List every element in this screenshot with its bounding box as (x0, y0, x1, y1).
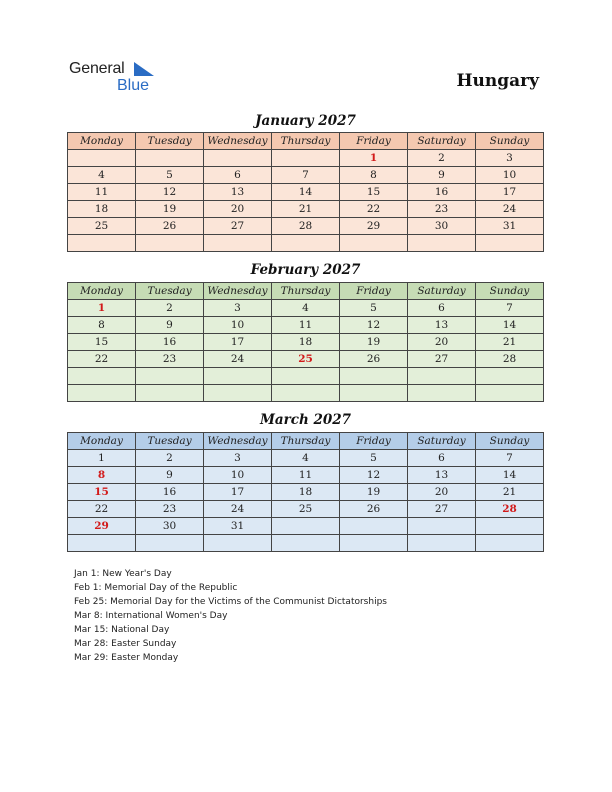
day-cell (272, 518, 340, 535)
day-cell: 15 (340, 184, 408, 201)
day-cell: 4 (68, 167, 136, 184)
weekday-header: Thursday (272, 433, 340, 450)
holiday-notes (74, 567, 387, 665)
day-cell: 21 (476, 334, 544, 351)
day-cell: 20 (408, 334, 476, 351)
day-cell (476, 235, 544, 252)
day-cell: 12 (340, 467, 408, 484)
day-cell: 26 (136, 218, 204, 235)
day-cell: 10 (204, 467, 272, 484)
week-row (68, 450, 544, 467)
day-cell: 14 (272, 184, 340, 201)
calendar-february (67, 282, 544, 402)
day-cell: 1 (68, 450, 136, 467)
holiday-note: Mar 29: Easter Monday (74, 653, 179, 663)
weekday-header-row (68, 283, 544, 300)
day-cell (340, 518, 408, 535)
week-row (68, 484, 544, 501)
day-cell: 29 (68, 518, 136, 535)
day-cell (272, 535, 340, 552)
day-cell (408, 368, 476, 385)
day-cell (68, 368, 136, 385)
day-cell: 31 (476, 218, 544, 235)
day-cell: 10 (476, 167, 544, 184)
day-cell: 20 (204, 201, 272, 218)
day-cell: 20 (408, 484, 476, 501)
day-cell (136, 535, 204, 552)
day-cell: 8 (340, 167, 408, 184)
month-title-january: January 2027 (255, 113, 356, 129)
day-cell: 30 (408, 218, 476, 235)
day-cell: 24 (476, 201, 544, 218)
weekday-header: Monday (68, 283, 136, 300)
day-cell: 6 (204, 167, 272, 184)
day-cell: 10 (204, 317, 272, 334)
day-cell (204, 150, 272, 167)
day-cell: 11 (272, 317, 340, 334)
day-cell (476, 368, 544, 385)
day-cell: 4 (272, 450, 340, 467)
weekday-header: Saturday (408, 133, 476, 150)
day-cell: 25 (272, 501, 340, 518)
day-cell: 4 (272, 300, 340, 317)
week-row (68, 334, 544, 351)
weekday-header: Tuesday (136, 433, 204, 450)
weekday-header-row (68, 433, 544, 450)
calendar-march (67, 432, 544, 552)
week-row (68, 351, 544, 368)
day-cell (204, 385, 272, 402)
day-cell: 31 (204, 518, 272, 535)
week-row (68, 167, 544, 184)
day-cell: 18 (68, 201, 136, 218)
week-row (68, 385, 544, 402)
day-cell: 17 (204, 334, 272, 351)
weekday-header: Wednesday (204, 133, 272, 150)
day-cell (476, 535, 544, 552)
day-cell: 6 (408, 450, 476, 467)
holiday-note: Mar 8: International Women's Day (74, 611, 228, 621)
day-cell: 14 (476, 467, 544, 484)
day-cell: 28 (272, 218, 340, 235)
day-cell: 3 (204, 300, 272, 317)
day-cell: 23 (136, 351, 204, 368)
day-cell (204, 535, 272, 552)
week-row (68, 467, 544, 484)
holiday-note: Feb 25: Memorial Day for the Victims of the Communist Dictatorships (74, 597, 387, 607)
logo-text-general: General (69, 60, 125, 77)
weekday-header: Wednesday (204, 283, 272, 300)
day-cell: 15 (68, 334, 136, 351)
day-cell (408, 535, 476, 552)
day-cell (68, 235, 136, 252)
weekday-header: Friday (340, 283, 408, 300)
weekday-header: Thursday (272, 133, 340, 150)
weekday-header: Friday (340, 433, 408, 450)
day-cell (476, 385, 544, 402)
weekday-header: Saturday (408, 283, 476, 300)
day-cell (136, 368, 204, 385)
day-cell: 2 (136, 300, 204, 317)
weekday-header-row (68, 133, 544, 150)
weekday-header: Friday (340, 133, 408, 150)
weekday-header: Monday (68, 133, 136, 150)
day-cell (476, 518, 544, 535)
day-cell (204, 368, 272, 385)
day-cell: 7 (476, 450, 544, 467)
day-cell: 27 (408, 351, 476, 368)
day-cell: 7 (272, 167, 340, 184)
day-cell: 11 (272, 467, 340, 484)
day-cell: 16 (136, 484, 204, 501)
day-cell: 5 (340, 450, 408, 467)
weekday-header: Sunday (476, 433, 544, 450)
week-row (68, 518, 544, 535)
week-row (68, 201, 544, 218)
day-cell: 22 (340, 201, 408, 218)
day-cell: 9 (136, 467, 204, 484)
day-cell: 2 (408, 150, 476, 167)
weekday-header: Sunday (476, 133, 544, 150)
weekday-header: Tuesday (136, 133, 204, 150)
day-cell: 24 (204, 501, 272, 518)
day-cell: 23 (408, 201, 476, 218)
day-cell (272, 235, 340, 252)
day-cell: 5 (340, 300, 408, 317)
day-cell: 9 (136, 317, 204, 334)
day-cell: 17 (204, 484, 272, 501)
week-row (68, 218, 544, 235)
day-cell (68, 535, 136, 552)
day-cell (340, 535, 408, 552)
day-cell: 24 (204, 351, 272, 368)
day-cell: 18 (272, 484, 340, 501)
day-cell: 8 (68, 317, 136, 334)
day-cell: 14 (476, 317, 544, 334)
day-cell: 22 (68, 351, 136, 368)
holiday-note: Jan 1: New Year's Day (74, 569, 172, 579)
day-cell (68, 385, 136, 402)
day-cell: 7 (476, 300, 544, 317)
day-cell (68, 150, 136, 167)
day-cell: 28 (476, 351, 544, 368)
weekday-header: Wednesday (204, 433, 272, 450)
day-cell: 25 (68, 218, 136, 235)
day-cell: 16 (408, 184, 476, 201)
day-cell: 9 (408, 167, 476, 184)
holiday-note: Feb 1: Memorial Day of the Republic (74, 583, 238, 593)
day-cell: 12 (340, 317, 408, 334)
day-cell: 29 (340, 218, 408, 235)
weekday-header: Saturday (408, 433, 476, 450)
logo-text-blue: Blue (117, 77, 150, 94)
day-cell: 15 (68, 484, 136, 501)
month-title-march: March 2027 (259, 412, 352, 428)
holiday-note: Mar 28: Easter Sunday (74, 639, 177, 649)
week-row (68, 535, 544, 552)
day-cell: 2 (136, 450, 204, 467)
day-cell (340, 235, 408, 252)
day-cell: 19 (340, 334, 408, 351)
day-cell: 23 (136, 501, 204, 518)
day-cell: 1 (68, 300, 136, 317)
logo (69, 60, 164, 96)
day-cell (204, 235, 272, 252)
country-title: Hungary (456, 71, 539, 91)
weekday-header: Sunday (476, 283, 544, 300)
day-cell: 25 (272, 351, 340, 368)
day-cell: 27 (408, 501, 476, 518)
day-cell (408, 518, 476, 535)
day-cell: 13 (408, 467, 476, 484)
week-row (68, 317, 544, 334)
day-cell: 3 (476, 150, 544, 167)
day-cell: 13 (204, 184, 272, 201)
day-cell (272, 385, 340, 402)
day-cell: 26 (340, 501, 408, 518)
day-cell: 5 (136, 167, 204, 184)
day-cell: 28 (476, 501, 544, 518)
day-cell: 27 (204, 218, 272, 235)
day-cell: 3 (204, 450, 272, 467)
holiday-note: Mar 15: National Day (74, 625, 170, 635)
weekday-header: Monday (68, 433, 136, 450)
day-cell: 18 (272, 334, 340, 351)
day-cell (408, 385, 476, 402)
week-row (68, 368, 544, 385)
day-cell (136, 150, 204, 167)
day-cell: 19 (136, 201, 204, 218)
day-cell: 26 (340, 351, 408, 368)
day-cell: 6 (408, 300, 476, 317)
day-cell: 8 (68, 467, 136, 484)
day-cell: 21 (476, 484, 544, 501)
day-cell (136, 385, 204, 402)
day-cell: 21 (272, 201, 340, 218)
day-cell: 12 (136, 184, 204, 201)
day-cell: 30 (136, 518, 204, 535)
logo-triangle-icon (134, 62, 154, 76)
month-title-february: February 2027 (250, 262, 361, 278)
calendar-january (67, 132, 544, 252)
day-cell: 1 (340, 150, 408, 167)
weekday-header: Tuesday (136, 283, 204, 300)
week-row (68, 235, 544, 252)
week-row (68, 150, 544, 167)
day-cell: 13 (408, 317, 476, 334)
day-cell (340, 368, 408, 385)
day-cell: 22 (68, 501, 136, 518)
week-row (68, 300, 544, 317)
day-cell: 11 (68, 184, 136, 201)
day-cell (408, 235, 476, 252)
week-row (68, 501, 544, 518)
day-cell: 19 (340, 484, 408, 501)
day-cell (340, 385, 408, 402)
day-cell: 16 (136, 334, 204, 351)
week-row (68, 184, 544, 201)
day-cell (272, 150, 340, 167)
day-cell (272, 368, 340, 385)
day-cell: 17 (476, 184, 544, 201)
weekday-header: Thursday (272, 283, 340, 300)
day-cell (136, 235, 204, 252)
